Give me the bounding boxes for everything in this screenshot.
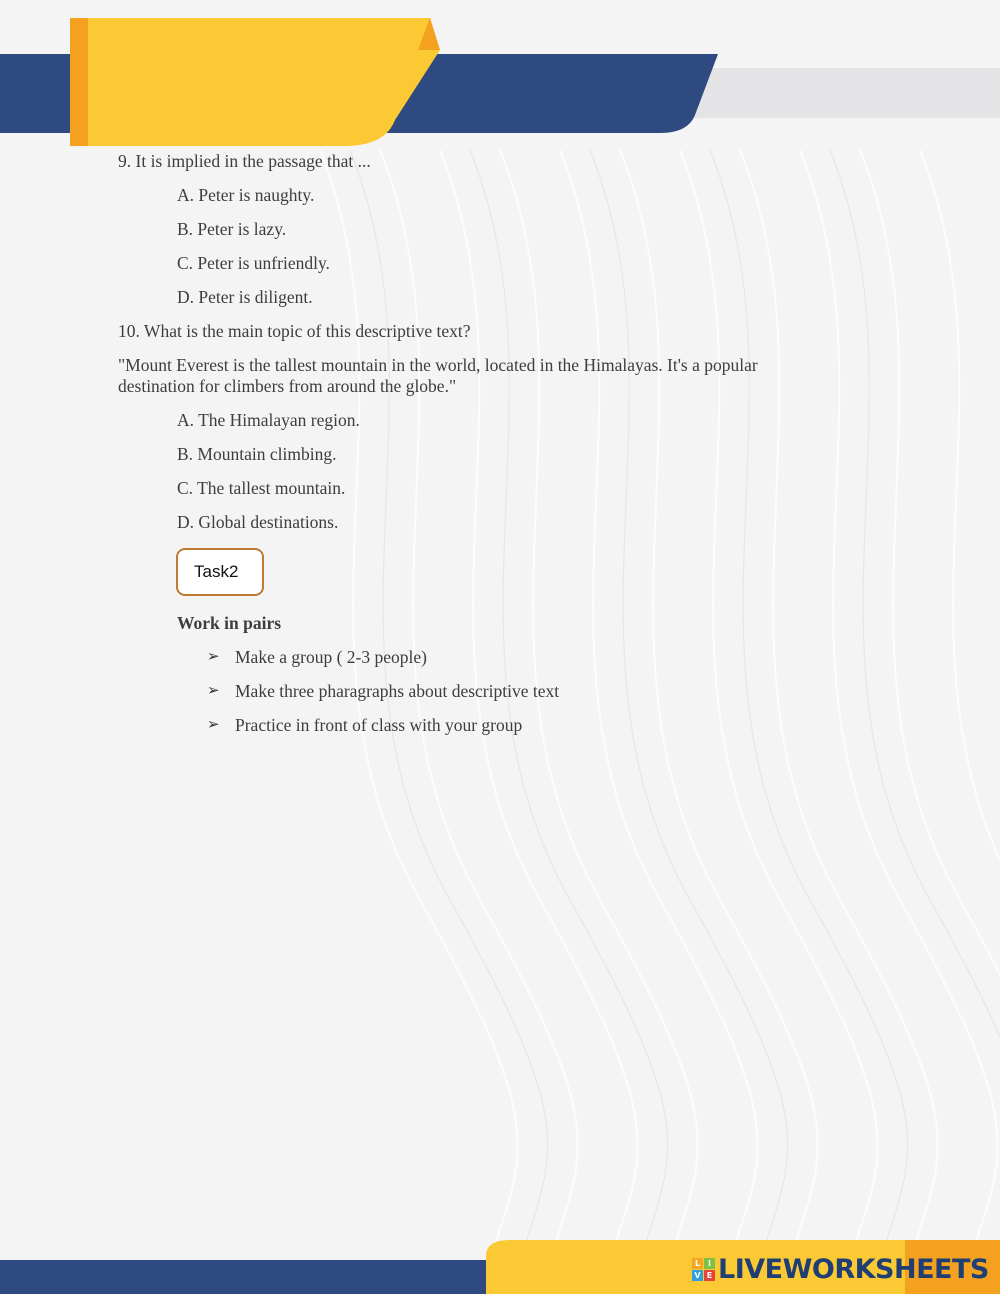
liveworksheets-logo [692,1254,989,1284]
task-item-2: Make three pharagraphs about descriptive text [235,681,560,701]
question-10-option-c[interactable]: C. The tallest mountain. [177,478,346,498]
question-10-option-d[interactable]: D. Global destinations. [177,512,339,532]
logo-wordmark: LIVEWORKSHEETS [718,1253,989,1285]
question-9-option-b[interactable]: B. Peter is lazy. [177,219,287,239]
question-9-option-d[interactable]: D. Peter is diligent. [177,287,313,307]
question-10-passage: "Mount Everest is the tallest mountain in the world, located in the Himalayas. It's a popular destination for climbers from around the globe." [118,355,758,396]
logo-grid-icon: L I V E [692,1258,715,1281]
task-label: Task2 [194,562,239,581]
question-9-option-a[interactable]: A. Peter is naughty. [177,185,315,205]
question-9-stem: 9. It is implied in the passage that ... [118,151,371,171]
arrow-bullet-icon: ➢ [207,649,220,665]
arrow-bullet-icon: ➢ [207,683,220,699]
question-9-option-c[interactable]: C. Peter is unfriendly. [177,253,330,273]
task-item-3: Practice in front of class with your group [235,715,523,735]
task-item-1: Make a group ( 2-3 people) [235,647,427,667]
task-label-box [176,548,264,596]
task-heading: Work in pairs [177,613,282,633]
header-banner [0,0,1000,150]
arrow-bullet-icon: ➢ [207,717,220,733]
question-10-stem: 10. What is the main topic of this descriptive text? [118,321,471,341]
question-10-option-b[interactable]: B. Mountain climbing. [177,444,337,464]
question-10-option-a[interactable]: A. The Himalayan region. [177,410,360,430]
